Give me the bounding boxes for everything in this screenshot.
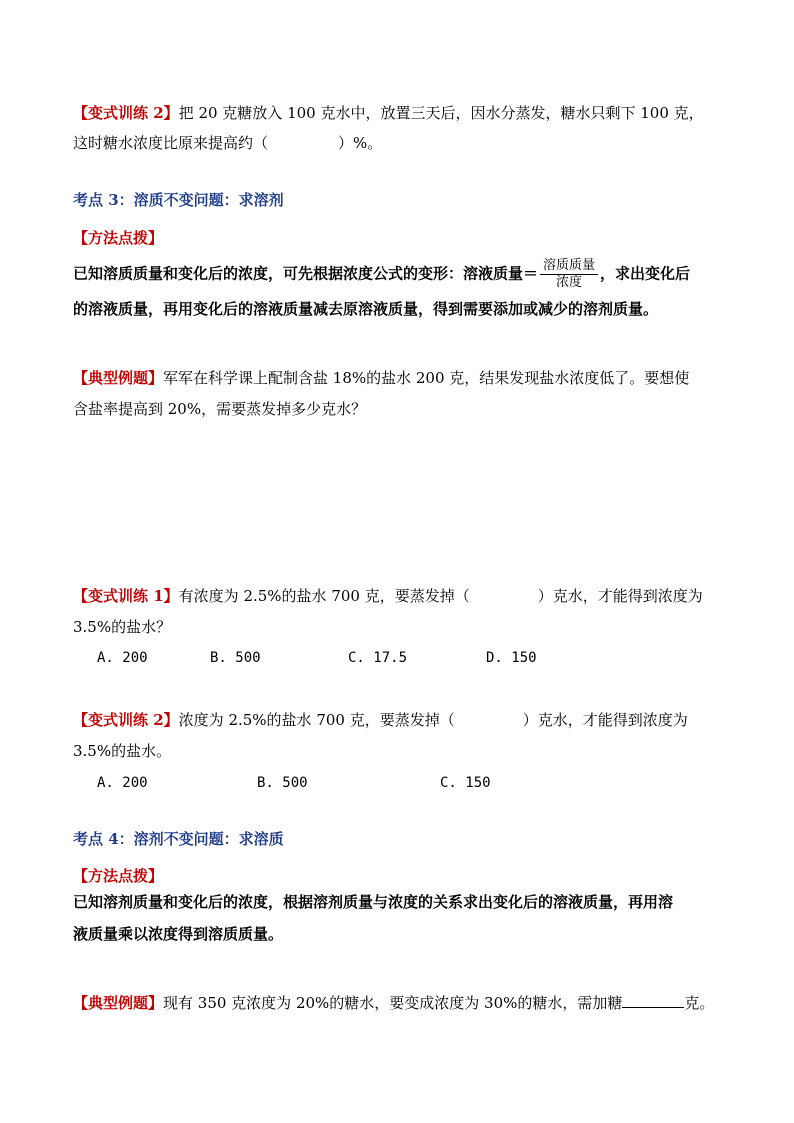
question-text: 浓度为 2.5%的盐水 700 克，要蒸发掉（ <box>178 711 455 729</box>
method-text: ，求出变化后 <box>600 264 691 283</box>
fraction-numerator: 溶质质量 <box>540 258 598 275</box>
section3-heading: 考点 3：溶质不变问题：求溶剂 <box>73 191 284 209</box>
question-text: ）克水，才能得到浓度为 <box>537 587 703 605</box>
example-line2: 含盐率提高到 20%，需要蒸发掉多少克水？ <box>73 400 367 418</box>
fraction-denominator: 浓度 <box>556 275 583 290</box>
variant2-line1 <box>73 710 688 730</box>
answer-blank[interactable] <box>622 993 684 1008</box>
method-line2: 液质量乘以浓度得到溶质质量。 <box>73 925 284 943</box>
question-text: 有浓度为 2.5%的盐水 700 克，要蒸发掉（ <box>178 587 470 605</box>
option-a[interactable]: A. 200 <box>97 775 148 791</box>
variant2-line2: 3.5%的盐水。 <box>73 742 172 760</box>
example-line <box>73 993 714 1013</box>
question-text: 这时糖水浓度比原来提高约（ <box>73 134 269 152</box>
option-b[interactable]: B. 500 <box>257 775 308 791</box>
variant-tag: 【变式训练 2】 <box>73 711 179 729</box>
formula-fraction <box>540 258 598 291</box>
example-tag: 【典型例题】 <box>73 994 164 1012</box>
question-text: 克。 <box>684 994 715 1012</box>
method-line1: 已知溶剂质量和变化后的浓度，根据溶剂质量与浓度的关系求出变化后的溶液质量，再用溶 <box>73 893 674 911</box>
question-text: 军军在科学课上配制含盐 18%的盐水 200 克，结果发现盐水浓度低了。要想使 <box>163 369 690 387</box>
option-b[interactable]: B. 500 <box>210 650 261 666</box>
question-text: 现有 350 克浓度为 20%的糖水，要变成浓度为 30%的糖水，需加糖 <box>163 994 623 1012</box>
example-tag: 【典型例题】 <box>73 369 164 387</box>
variant1-line2: 3.5%的盐水？ <box>73 618 172 636</box>
variant2-top-line2 <box>73 133 382 153</box>
option-c[interactable]: C. 17.5 <box>348 650 408 666</box>
method-text: 已知溶质质量和变化后的浓度，可先根据浓度公式的变形：溶液质量＝ <box>73 264 539 283</box>
option-a[interactable]: A. 200 <box>97 650 148 666</box>
option-d[interactable]: D. 150 <box>486 650 537 666</box>
section4-heading: 考点 4：溶剂不变问题：求溶质 <box>73 830 284 848</box>
method-tag: 【方法点拨】 <box>73 867 164 885</box>
variant-tag: 【变式训练 2】 <box>73 104 179 122</box>
variant1-line1 <box>73 586 703 606</box>
method-line1 <box>73 258 690 291</box>
option-c[interactable]: C. 150 <box>440 775 491 791</box>
variant-tag: 【变式训练 1】 <box>73 587 179 605</box>
method-tag: 【方法点拨】 <box>73 229 164 247</box>
question-text: ）%。 <box>338 134 383 152</box>
example-line1 <box>73 368 689 388</box>
method-line2: 的溶液质量，再用变化后的溶液质量减去原溶液质量，得到需要添加或减少的溶剂质量。 <box>73 300 659 318</box>
variant2-top-line1 <box>73 103 704 123</box>
question-text: ）克水，才能得到浓度为 <box>522 711 688 729</box>
question-text: 把 20 克糖放入 100 克水中，放置三天后，因水分蒸发，糖水只剩下 100 克， <box>178 104 704 122</box>
